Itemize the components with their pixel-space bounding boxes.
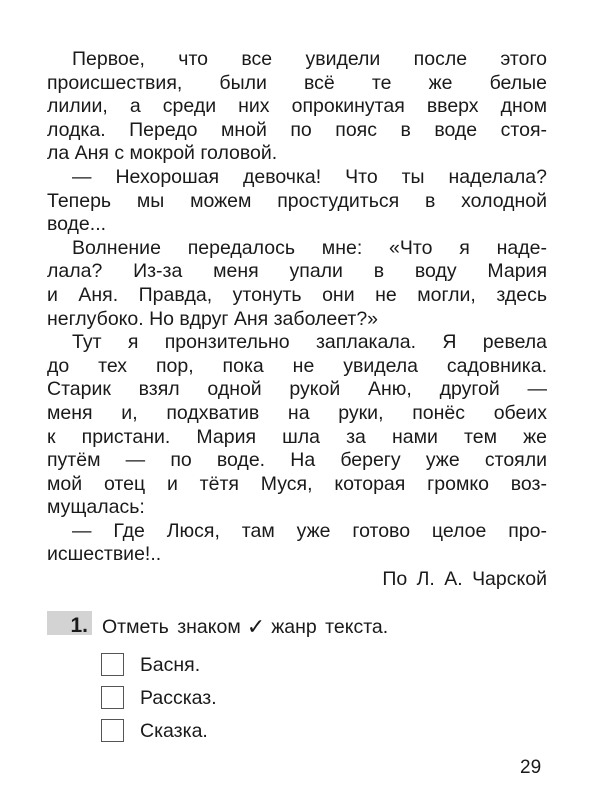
story-line: Теперь мы можем простудиться в холодной — [47, 189, 547, 212]
story-line: лодка. Передо мной по пояс в воде стоя- — [47, 118, 547, 141]
story-line: путём — по воде. На берегу уже стояли — [47, 449, 547, 472]
story-line: неглубоко. Но вдруг Аня заболеет?» — [47, 307, 379, 330]
story-line: Старик взял одной рукой Аню, другой — — [47, 378, 547, 401]
task-number: 1. — [70, 614, 88, 637]
story-line: меня и, подхватив на руки, понёс обеих — [47, 401, 547, 424]
task-question-after: жанр текста. — [271, 616, 389, 638]
story-line: Первое, что все увидели после этого — [72, 48, 547, 70]
task-question-before: Отметь знаком — [102, 616, 241, 638]
story-line: лилии, а среди них опрокинутая вверх дном — [47, 95, 547, 118]
page-number: 29 — [520, 757, 542, 778]
option-checkbox[interactable] — [101, 653, 124, 676]
story-line: мой отец и тётя Муся, которая громко воз- — [47, 472, 547, 495]
story-line: к пристани. Мария шла за нами тем же — [47, 425, 547, 448]
story-line: Волнение передалось мне: «Что я наде- — [72, 236, 547, 259]
story-line: исшествие!.. — [47, 543, 162, 566]
option-label: Басня. — [140, 653, 201, 676]
option-fable[interactable] — [101, 648, 217, 681]
task-number-badge — [47, 611, 92, 635]
story-line: мущалась: — [47, 496, 145, 519]
option-fairy-tale[interactable] — [101, 714, 217, 747]
story-line: воде... — [47, 213, 107, 236]
option-checkbox[interactable] — [101, 686, 124, 709]
option-label: Рассказ. — [140, 686, 217, 709]
story-line: до тех пор, пока не увидела садовника. — [47, 354, 547, 377]
story-line: и Аня. Правда, утонуть они не могли, здесь — [47, 283, 547, 306]
story-text — [47, 48, 547, 567]
option-story[interactable] — [101, 681, 217, 714]
story-line: происшествия, были всё те же белые — [47, 71, 547, 94]
option-label: Сказка. — [140, 719, 208, 742]
story-line: лала? Из-за меня упали в воду Мария — [47, 260, 547, 283]
task-question — [102, 615, 388, 639]
story-line: — Где Люся, там уже готово целое про- — [72, 519, 547, 542]
checkmark-icon: ✓ — [246, 614, 266, 639]
story-line: — Нехорошая девочка! Что ты наделала? — [72, 165, 547, 188]
option-checkbox[interactable] — [101, 719, 124, 742]
story-line: ла Аня с мокрой головой. — [47, 142, 278, 165]
genre-options — [101, 648, 217, 747]
story-line: Тут я пронзительно заплакала. Я ревела — [72, 331, 547, 354]
story-attribution: По Л. А. Чарской — [382, 568, 547, 590]
